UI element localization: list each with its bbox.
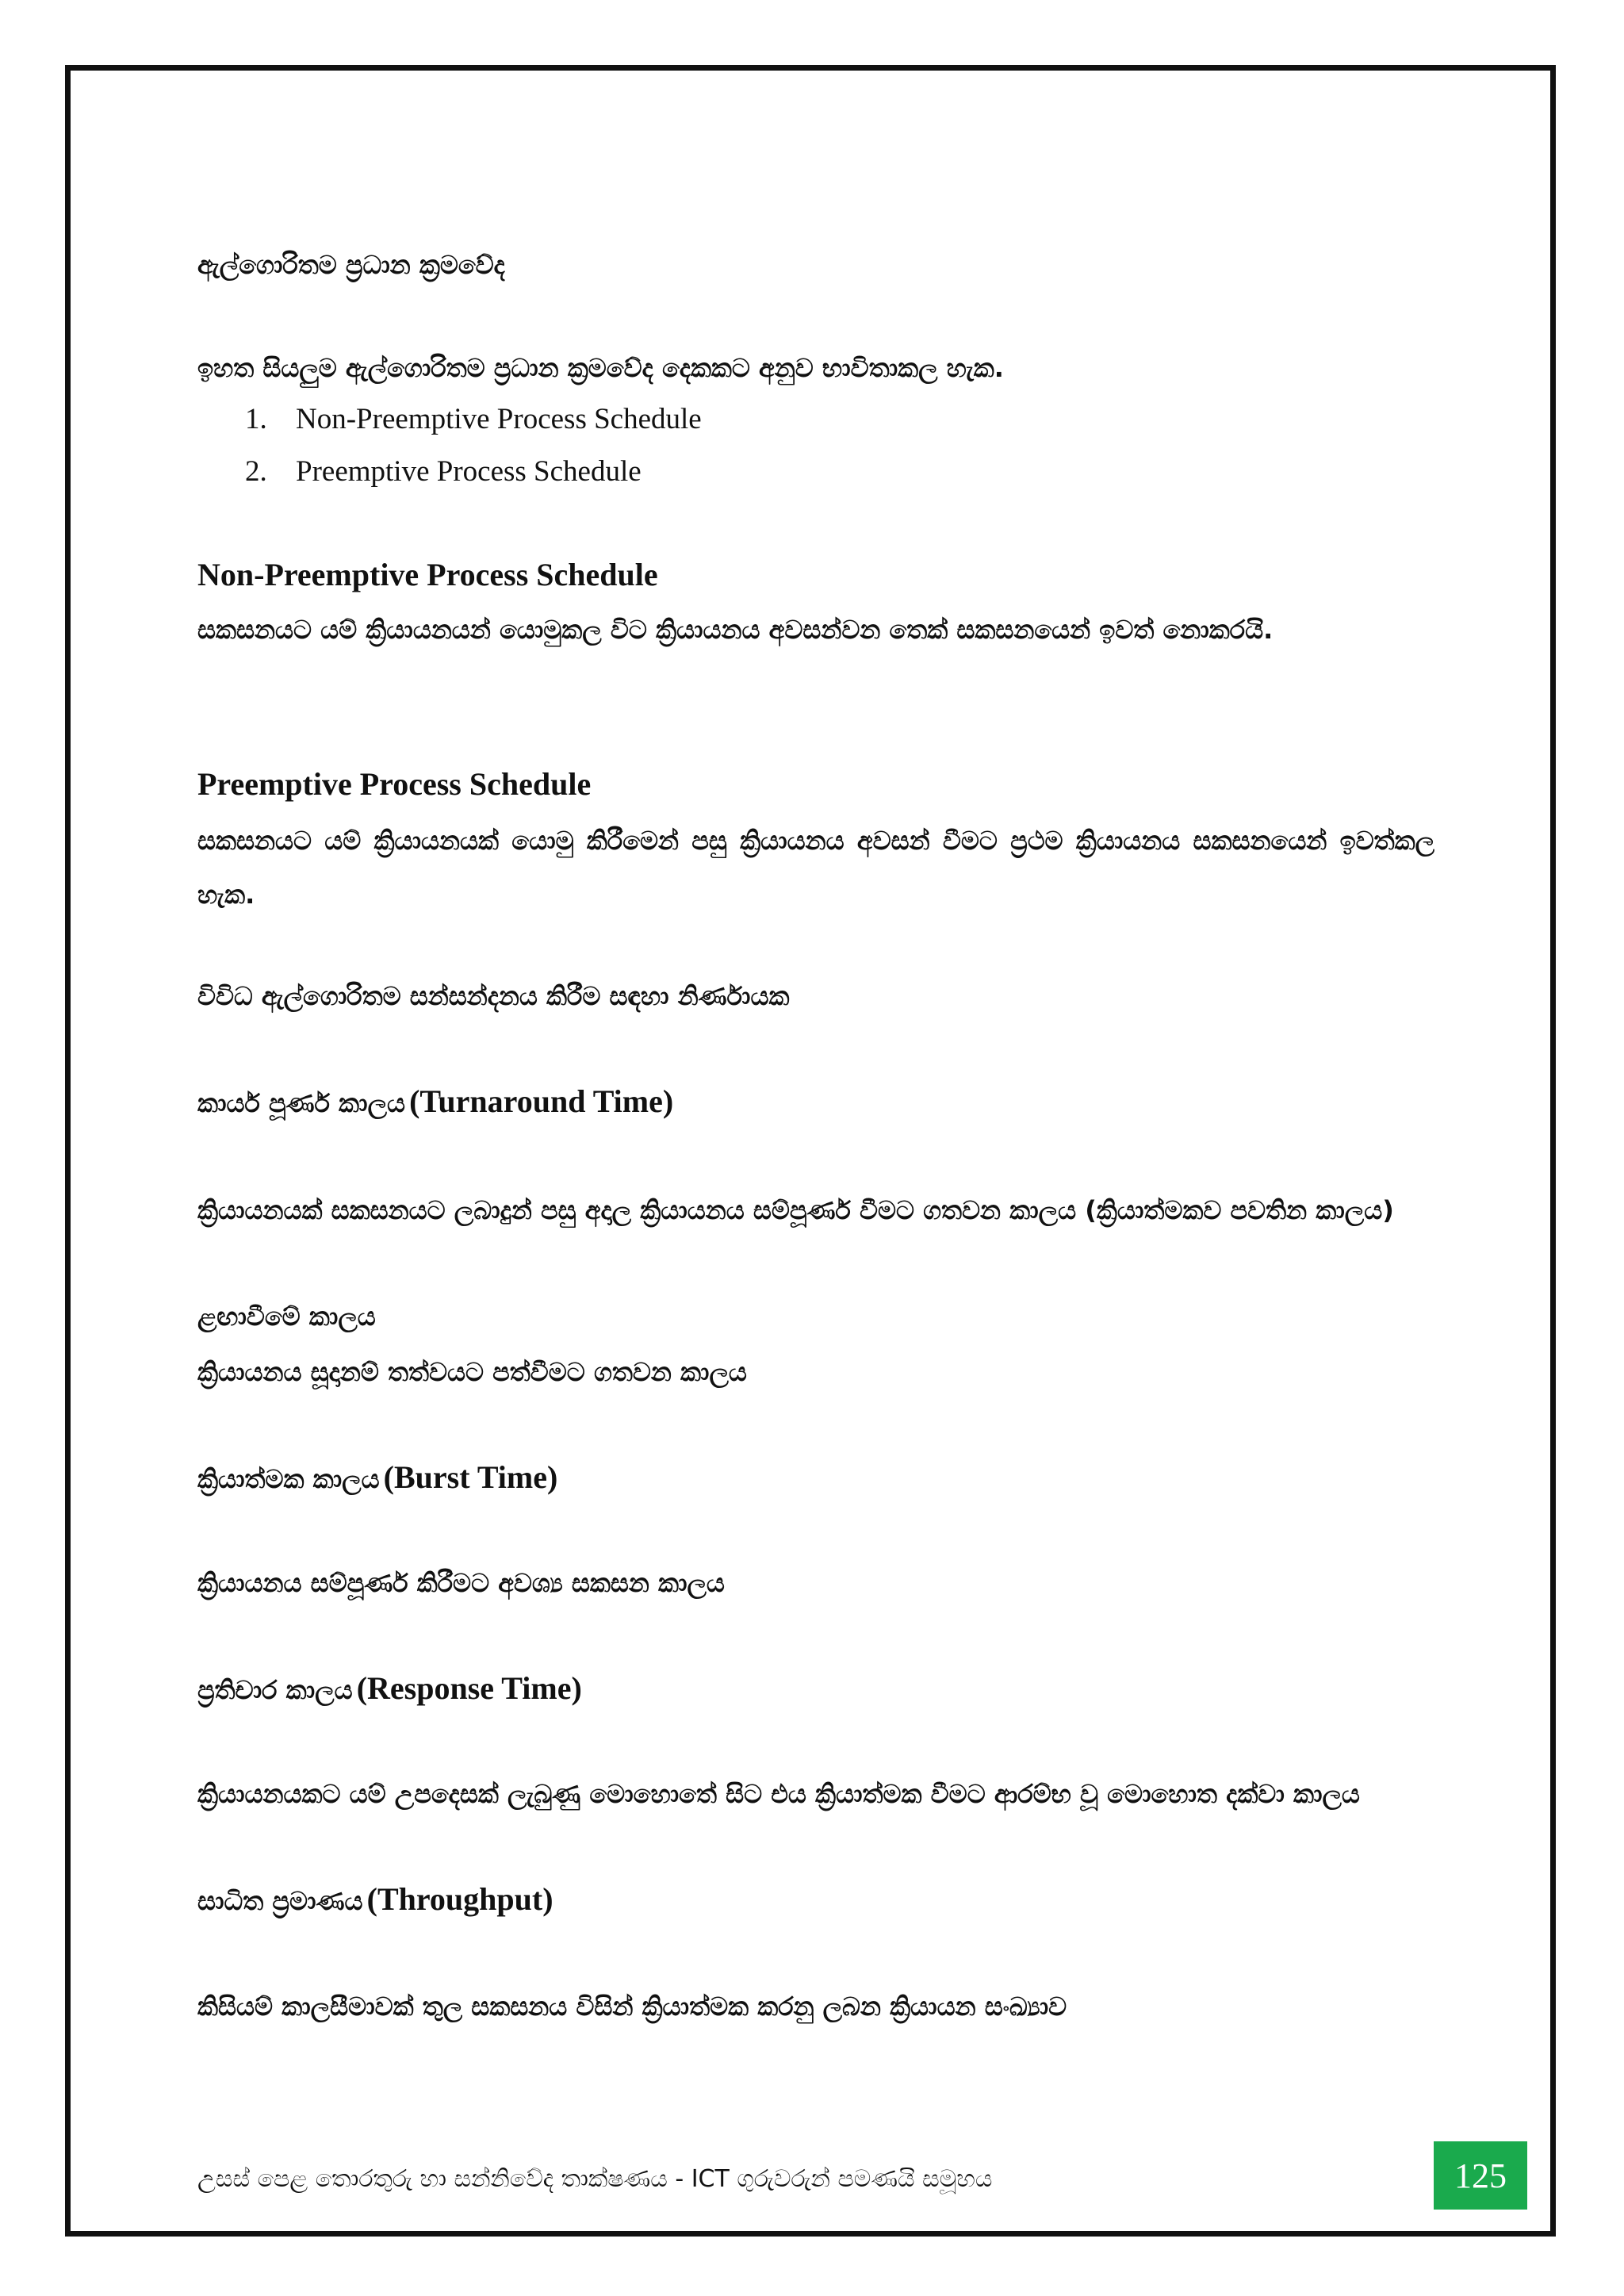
- page-number-badge: 125: [1434, 2141, 1527, 2210]
- throughput-heading-si: සාධිත ප්‍රමාණය: [197, 1886, 363, 1916]
- list-text: Preemptive Process Schedule: [296, 455, 642, 488]
- preemptive-heading: Preemptive Process Schedule: [197, 766, 592, 802]
- preemptive-body: සකසනයට යම් ක්‍රියායනයක් යොමු කිරීමෙන් පසු ක්‍රියායනය අවසන් වීමට ප්‍රථම ක්‍රියායනය සකසනයෙන් ඉවත්කල හැක.: [197, 826, 1434, 910]
- list-number: 2.: [245, 455, 267, 488]
- turnaround-body: ක්‍රියායනයක් සකසනයට ලබාදුන් පසු අදාල ක්‍රියායනය සම්පූර්ණ වීමට ගතවන කාලය (ක්‍රියාත්මකව පවතින කාලය): [197, 1195, 1394, 1225]
- algorithm-method-list: [197, 393, 1434, 498]
- waiting-body: ක්‍රියායනය සූදානම් තත්වයට පත්වීමට ගතවන කාලය: [197, 1357, 747, 1387]
- turnaround-heading-en: (Turnaround Time): [409, 1083, 674, 1119]
- intro-paragraph: ඉහත සියලුම ඇල්ගොරිතම ප්‍රධාන ක්‍රමවේද දෙකකට අනුව භාවිතාකල හැක.: [197, 353, 1004, 383]
- list-text: Non-Preemptive Process Schedule: [296, 403, 702, 435]
- response-heading: [197, 1662, 1434, 1721]
- burst-heading-si: ක්‍රියාත්මක කාලය: [197, 1464, 380, 1494]
- turnaround-heading: [197, 1075, 1434, 1134]
- non-preemptive-heading: Non-Preemptive Process Schedule: [197, 557, 658, 592]
- response-heading-si: ප්‍රතිචාර කාලය: [197, 1675, 353, 1705]
- list-item: [197, 446, 1434, 498]
- response-heading-en: (Response Time): [356, 1670, 582, 1706]
- list-number: 1.: [245, 403, 267, 435]
- turnaround-heading-si: කාර්ය පූර්ණ කාලය: [197, 1088, 405, 1118]
- burst-heading-en: (Burst Time): [383, 1459, 558, 1495]
- throughput-body: කිසියම් කාලසීමාවක් තුල සකසනය විසින් ක්‍රියාත්මක කරනු ලබන ක්‍රියායන සංඛ්‍යාව: [197, 1991, 1067, 2022]
- list-item: [197, 393, 1434, 446]
- throughput-heading: [197, 1873, 1434, 1932]
- footer-text: උසස් පෙළ තොරතුරු හා සන්නිවේද තාක්ෂණය - ICT ගුරුවරුන් පමණයි සමූහය: [197, 2165, 993, 2193]
- section-heading-algorithm-methods: ඇල්ගොරිතම ප්‍රධාන ක්‍රමවේද: [197, 250, 505, 280]
- waiting-heading: ළඟාවීමේ කාලය: [197, 1301, 376, 1332]
- burst-body: ක්‍රියායනය සම්පූර්ණ කිරීමට අවශ්‍ය සකසන කාලය: [197, 1568, 725, 1598]
- burst-heading: [197, 1451, 1434, 1510]
- response-body: ක්‍රියායනයකට යම් උපදෙසක් ලැබුණු මොහොතේ සිට එය ක්‍රියාත්මක වීමට ආරම්භ වූ මොහොත දක්වා කාලය: [197, 1779, 1360, 1809]
- throughput-heading-en: (Throughput): [366, 1881, 553, 1917]
- non-preemptive-body: සකසනයට යම් ක්‍රියායනයන් යොමුකල විට ක්‍රියායනය අවසන්වන තෙක් සකසනයෙන් ඉවත් නොකරයි.: [197, 615, 1274, 645]
- criteria-heading: විවිධ ඇල්ගොරිතම සන්සන්දනය කිරීම සඳහා නිර්ණායක: [197, 981, 790, 1011]
